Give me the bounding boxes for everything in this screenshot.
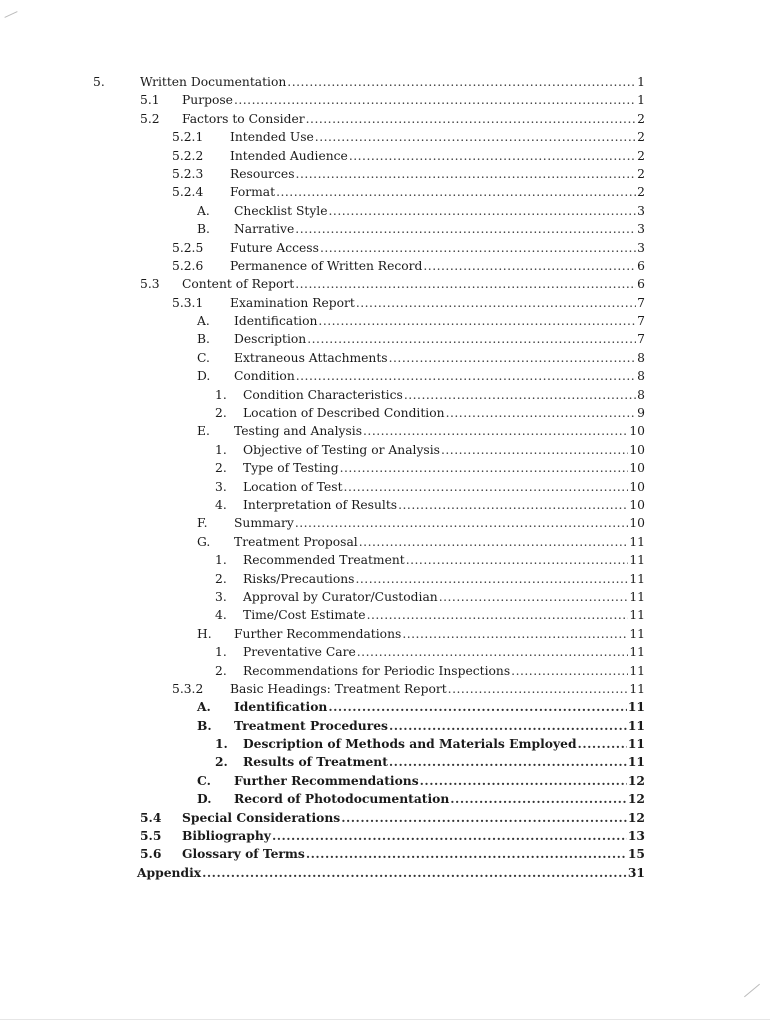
toc-entry-title: Testing and Analysis [234,424,363,439]
toc-entry-page: 11 [629,589,645,604]
toc-entry-title: Basic Headings: Treatment Report [230,681,447,696]
toc-entry [0,220,770,238]
toc-entry-page: 2 [637,130,645,145]
toc-entry [0,680,770,698]
toc-entry-number: A. [197,314,210,329]
toc-entry-number: 4. [215,497,227,512]
toc-entry [0,809,770,827]
toc-entry-page: 3 [637,222,645,237]
toc-entry-title: Factors to Consider [182,111,305,126]
toc-entry [0,478,770,496]
toc-entry [0,110,770,128]
dot-leader [357,643,629,661]
toc-entry-page: 11 [629,553,645,568]
toc-entry [0,845,770,863]
toc-entry-page: 11 [627,699,645,715]
toc-entry [0,606,770,624]
toc-entry-page: 31 [627,864,645,880]
toc-entry [0,753,770,771]
toc-entry-number: 5.3 [140,277,160,292]
toc-entry-title: Risks/Precautions [243,571,355,586]
toc-entry-page: 2 [637,111,645,126]
toc-entry-page: 11 [627,754,645,770]
dot-leader [306,845,627,863]
toc-entry-number: D. [197,791,212,807]
toc-entry-title: Further Recommendations [234,772,419,788]
toc-entry-page: 6 [637,258,645,273]
toc-entry [0,864,770,882]
toc-entry-title: Identification [234,314,318,329]
toc-entry-page: 10 [629,497,645,512]
table-of-contents [0,73,770,882]
toc-entry-title: Description [234,332,307,347]
toc-entry [0,147,770,165]
toc-entry-number: H. [197,626,212,641]
toc-entry-page: 8 [637,387,645,402]
toc-entry-number: 5.5 [140,828,162,844]
toc-entry-title: Interpretation of Results [243,497,398,512]
toc-entry-title: Results of Treatment [243,754,388,770]
dot-leader [320,239,636,257]
dot-leader [234,91,636,109]
scan-speck [744,984,760,998]
toc-entry-number: 5.2 [140,111,160,126]
toc-entry-title: Written Documentation [140,75,287,89]
toc-entry-page: 12 [627,809,645,825]
dot-leader [328,698,627,716]
toc-entry-number: 5.2.2 [172,148,204,163]
toc-entry-title: Type of Testing [243,461,339,476]
toc-entry-page: 11 [629,571,645,586]
toc-entry [0,386,770,404]
dot-leader [306,110,637,128]
toc-entry [0,496,770,514]
toc-entry-number: 2. [215,754,228,770]
toc-entry [0,367,770,385]
toc-entry-page: 2 [637,166,645,181]
toc-entry-page: 15 [627,846,645,862]
toc-entry-number: 5.1 [140,93,160,108]
toc-entry-title: Intended Use [230,130,314,145]
toc-entry-title: Future Access [230,240,319,255]
toc-entry [0,735,770,753]
toc-entry-title: Treatment Procedures [234,717,388,733]
toc-entry [0,533,770,551]
toc-entry-page: 7 [637,295,645,310]
toc-entry-number: D. [197,369,211,384]
toc-entry-title: Description of Methods and Materials Employed [243,736,577,752]
dot-leader [402,625,628,643]
toc-entry-page: 10 [629,461,645,476]
toc-entry-page: 12 [627,791,645,807]
dot-leader [295,514,629,532]
toc-entry-page: 11 [629,645,645,660]
dot-leader [315,128,636,146]
toc-entry-page: 11 [629,534,645,549]
toc-entry-title: Condition [234,369,295,384]
toc-entry-number: C. [197,350,210,365]
toc-entry-number: 4. [215,608,227,623]
dot-leader [329,202,637,220]
toc-entry-page: 11 [629,681,645,696]
toc-entry-title: Time/Cost Estimate [243,608,366,623]
toc-entry [0,257,770,275]
toc-entry-number: 5.2.4 [172,185,204,200]
dot-leader [578,735,627,753]
toc-entry-page: 3 [637,240,645,255]
toc-entry [0,772,770,790]
dot-leader [295,275,636,293]
toc-entry-page: 8 [637,350,645,365]
dot-leader [367,606,629,624]
toc-entry-title: Intended Audience [230,148,348,163]
dot-leader [389,753,627,771]
toc-entry-number: 2. [215,406,227,421]
toc-entry-title: Glossary of Terms [182,846,305,862]
toc-entry-page: 10 [629,424,645,439]
toc-entry [0,570,770,588]
dot-leader [363,422,628,440]
toc-entry [0,717,770,735]
toc-entry [0,422,770,440]
dot-leader [439,588,629,606]
toc-entry-page: 11 [629,608,645,623]
toc-entry-page: 7 [637,332,645,347]
toc-entry [0,643,770,661]
toc-entry-page: 10 [629,516,645,531]
toc-entry-page: 11 [627,736,645,752]
toc-entry-title: Objective of Testing or Analysis [243,442,440,457]
toc-entry-title: Identification [234,699,328,715]
toc-entry [0,275,770,293]
toc-entry [0,790,770,808]
dot-leader [389,349,637,367]
toc-entry [0,827,770,845]
dot-leader [511,662,628,680]
toc-entry-page: 9 [637,406,645,421]
toc-entry-title: Format [230,185,276,200]
toc-entry [0,312,770,330]
dot-leader [423,257,636,275]
toc-entry-number: E. [197,424,210,439]
toc-entry-title: Bibliography [182,828,271,844]
dot-leader [356,294,636,312]
toc-entry-number: A. [197,699,211,715]
dot-leader [398,496,628,514]
toc-entry-number: G. [197,534,211,549]
toc-entry-number: 5.2.1 [172,130,204,145]
toc-entry-number: 5.4 [140,809,162,825]
toc-entry-number: C. [197,772,211,788]
dot-leader [272,827,627,845]
scan-speck [4,11,17,18]
toc-entry-number: 3. [215,479,227,494]
toc-entry-page: 10 [629,442,645,457]
toc-entry-number: F. [197,516,208,531]
toc-entry-page: 7 [637,314,645,329]
toc-entry-title: Recommendations for Periodic Inspections [243,663,511,678]
toc-entry [0,459,770,477]
toc-entry-number: 2. [215,461,227,476]
toc-entry [0,441,770,459]
toc-entry-title: Examination Report [230,295,355,310]
dot-leader [296,367,636,385]
toc-entry-number: B. [197,717,212,733]
toc-entry-number: 3. [215,589,227,604]
toc-entry [0,294,770,312]
toc-entry [0,551,770,569]
toc-entry-page: 10 [629,479,645,494]
toc-entry-page: 11 [629,663,645,678]
toc-entry-page: 6 [637,277,645,292]
dot-leader [202,864,627,882]
dot-leader [349,147,636,165]
dot-leader [448,680,629,698]
toc-entry-title: Preventative Care [243,645,356,660]
dot-leader [295,220,636,238]
toc-entry-number: 2. [215,571,227,586]
toc-entry-number: 5. [93,75,105,89]
toc-entry-page: 2 [637,148,645,163]
toc-entry-title: Location of Test [243,479,343,494]
toc-entry [0,349,770,367]
dot-leader [389,717,627,735]
toc-entry-page: 11 [629,626,645,641]
toc-entry-title: Checklist Style [234,203,328,218]
toc-entry-number: 1. [215,442,227,457]
toc-entry-title: Special Considerations [182,809,341,825]
toc-entry-title: Permanence of Written Record [230,258,423,273]
toc-entry [0,91,770,109]
toc-entry-number: B. [197,222,210,237]
dot-leader [276,183,636,201]
toc-entry [0,202,770,220]
toc-entry-page: 3 [637,203,645,218]
scan-edge-line [0,1019,770,1020]
toc-entry-number: 2. [215,663,227,678]
toc-entry-number: 5.6 [140,846,162,862]
toc-entry-page: 1 [637,93,645,108]
toc-entry [0,73,770,91]
dot-leader [318,312,636,330]
toc-entry-title: Further Recommendations [234,626,402,641]
toc-entry [0,239,770,257]
dot-leader [287,73,636,91]
toc-entry-page: 12 [627,772,645,788]
toc-entry-title: Record of Photodocumentation [234,791,450,807]
toc-entry [0,625,770,643]
toc-entry-number: 1. [215,645,227,660]
toc-entry-title: Recommended Treatment [243,553,405,568]
toc-entry-page: 8 [637,369,645,384]
dot-leader [355,570,628,588]
toc-entry-title: Summary [234,516,294,531]
toc-entry [0,404,770,422]
toc-entry [0,662,770,680]
dot-leader [296,165,637,183]
toc-entry-title: Content of Report [182,277,295,292]
toc-entry [0,588,770,606]
toc-entry-title: Purpose [182,93,233,108]
dot-leader [404,386,636,404]
dot-leader [441,441,628,459]
dot-leader [340,459,629,477]
toc-entry-title: Condition Characteristics [243,387,403,402]
toc-entry-page: 11 [627,717,645,733]
toc-entry [0,128,770,146]
toc-entry-number: 5.2.6 [172,258,204,273]
toc-entry [0,698,770,716]
toc-entry-number: 5.3.2 [172,681,204,696]
toc-entry-number: 1. [215,553,227,568]
dot-leader [420,772,627,790]
toc-entry-page: 2 [637,185,645,200]
toc-entry-title: Approval by Curator/Custodian [243,589,438,604]
toc-entry-title: Location of Described Condition [243,406,445,421]
dot-leader [450,790,627,808]
toc-entry-number: B. [197,332,210,347]
toc-entry [0,165,770,183]
toc-entry-number: 1. [215,387,227,402]
toc-entry-title: Narrative [234,222,295,237]
dot-leader [406,551,629,569]
toc-entry [0,330,770,348]
toc-entry-number: 1. [215,736,228,752]
dot-leader [341,809,627,827]
dot-leader [359,533,629,551]
toc-entry-number: 5.2.3 [172,166,204,181]
toc-entry-title: Resources [230,166,295,181]
toc-entry-title: Extraneous Attachments [234,350,388,365]
dot-leader [344,478,629,496]
toc-entry-title: Appendix [137,864,202,880]
dot-leader [307,330,636,348]
dot-leader [446,404,637,422]
toc-entry [0,514,770,532]
toc-entry-number: 5.2.5 [172,240,204,255]
toc-entry-title: Treatment Proposal [234,534,358,549]
toc-entry-page: 13 [627,828,645,844]
toc-entry-number: 5.3.1 [172,295,204,310]
toc-entry [0,183,770,201]
toc-entry-number: A. [197,203,210,218]
toc-entry-page: 1 [637,75,645,89]
